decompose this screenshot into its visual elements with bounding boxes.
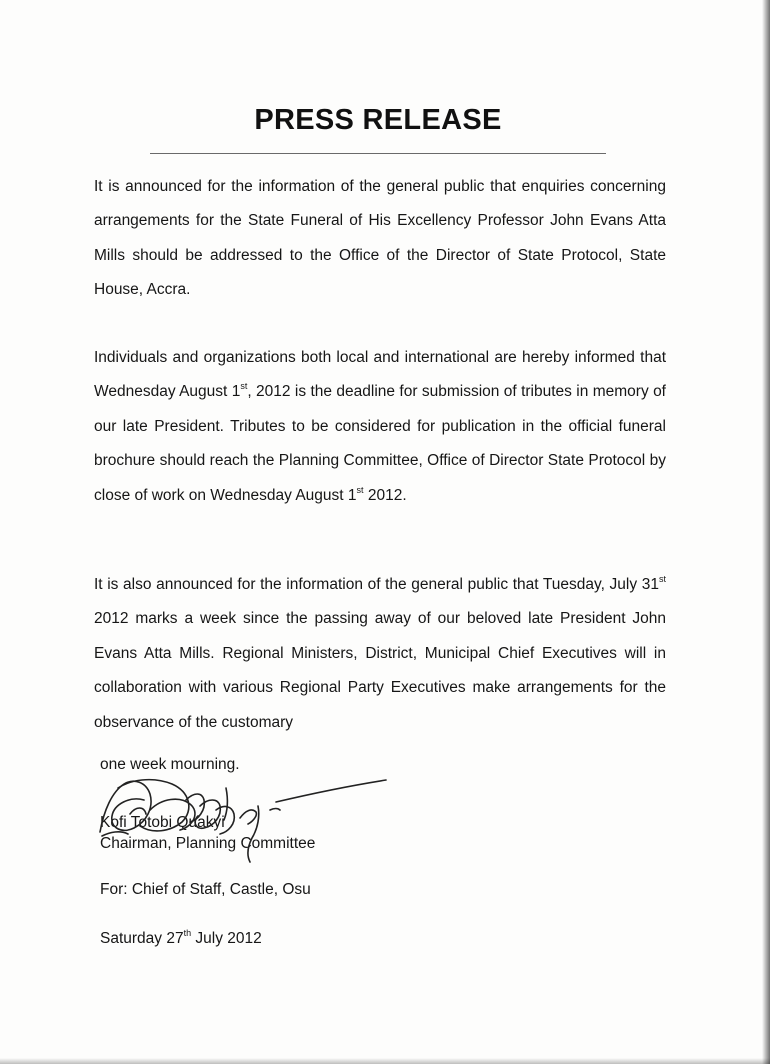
signer-role: Chairman, Planning Committee <box>100 835 316 852</box>
paragraph-enquiries: It is announced for the information of the general public that enquiries concerning arrangements for the State Funeral of His Excellency Professor John Evans Atta Mills should be addressed to the Office of the Director of State Protocol, State House, Accra. <box>94 178 666 299</box>
release-date-text-1: Saturday 27 <box>100 930 184 947</box>
paragraph-mourning <box>94 568 666 740</box>
ordinal-suffix: st <box>658 574 666 584</box>
paragraph-tributes-text-3: 2012. <box>363 486 407 504</box>
ordinal-suffix: st <box>356 484 364 495</box>
paragraph-tributes <box>94 341 666 513</box>
paragraph-mourning-text-1: It is also announced for the information of the general public that Tuesday, July 31 <box>94 576 659 593</box>
paragraph-tributes-text-1: Individuals and organizations both local and international are hereby informed that Wednesday August 1 <box>94 349 666 401</box>
release-date <box>100 928 262 950</box>
title-underline <box>150 153 606 154</box>
paragraph-tributes-text-2: , 2012 is the deadline for submission of tributes in memory of our late President. Tributes to be considered for publication in the official funeral brochure should reach the Planning Committee, Office of Director State Protocol by close of work on Wednesday August 1 <box>94 383 666 504</box>
scan-bottom-shadow <box>0 1058 770 1064</box>
ordinal-suffix: st <box>240 381 248 392</box>
paragraph-mourning-text-2: 2012 marks a week since the passing away of our beloved late President John Evans Atta Mills. Regional Ministers, District, Municipal Chief Executives will in collaboration with various Regional Party Executives make arrangements for the observance of the customary <box>94 610 666 731</box>
for-line: For: Chief of Staff, Castle, Osu <box>100 881 311 898</box>
ordinal-suffix: th <box>183 928 192 938</box>
page-title: PRESS RELEASE <box>254 104 502 136</box>
signer-name: Kofi Totobi Quakyi <box>100 814 225 831</box>
release-date-text-2: July 2012 <box>191 930 262 947</box>
scan-edge-shadow <box>762 0 770 1064</box>
closing-line: one week mourning. <box>100 756 240 773</box>
